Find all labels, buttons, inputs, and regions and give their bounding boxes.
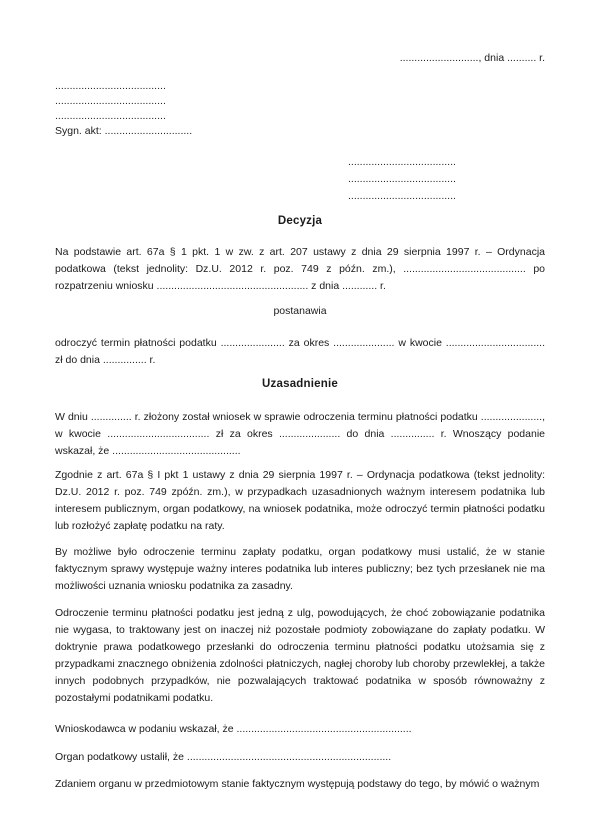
justification-heading: Uzasadnienie bbox=[262, 378, 338, 390]
sender-line: ...................................... bbox=[55, 80, 166, 92]
recipient-line: ..................................... bbox=[348, 156, 456, 168]
line-authority-opinion: Zdaniem organu w przedmiotowym stanie faktycznym występują podstawy do tego, by mówić o ważnym bbox=[55, 778, 540, 790]
date-line: ..........................., dnia .......... r. bbox=[399, 52, 545, 64]
sender-block bbox=[55, 79, 545, 124]
recipient-line: ..................................... bbox=[348, 190, 456, 202]
paragraph-deferral-nature: Odroczenie terminu płatności podatku jest jedną z ulg, powodujących, że choć zobowiązanie podatnika nie wygasa, to traktowany jest on inaczej niż pozostałe podmioty zobowiązane do zapłaty podatku. W doktrynie prawa podatkowego przesłanki do odroczenia terminu płatności podatku utożsamia się z przypadkami znacznego obniżenia zdolności płatniczych, nagłej choroby lub choroby przewlekłej, a także innych podobnych przypadków, nie pozwalających traktować podatnika w sposób równoważny z pozostałymi podatnikami podatku. bbox=[55, 607, 545, 704]
document-title: Decyzja bbox=[277, 215, 323, 227]
line-authority-findings: Organ podatkowy ustalił, że ...................................................................... bbox=[55, 751, 392, 763]
paragraph-deferral-conditions: By możliwe było odroczenie terminu zapłaty podatku, organ podatkowy musi ustalić, że w stanie faktycznym sprawy występuje ważny interes podatnika lub interes publiczny; bez tych przesłanek nie ma możliwości uznania wniosku podatnika za zasadny. bbox=[55, 546, 545, 592]
sender-line: ...................................... bbox=[55, 110, 166, 122]
case-ref-line: Sygn. akt: .............................. bbox=[55, 125, 193, 137]
paragraph-legal-basis: Na podstawie art. 67a § 1 pkt. 1 w zw. z art. 207 ustawy z dnia 29 sierpnia 1997 r. – Ordynacja podatkowa (tekst jednolity: Dz.U. 2012 r. poz. 749 z późn. zm.), .......................................... po rozpatrzeniu wniosku .................................................... z dnia ............ r. bbox=[55, 246, 545, 292]
sender-line: ...................................... bbox=[55, 95, 166, 107]
recipient-line: ..................................... bbox=[348, 173, 456, 185]
recipient-block bbox=[348, 154, 545, 205]
resolution-word: postanawia bbox=[273, 305, 327, 317]
paragraph-legal-provision: Zgodnie z art. 67a § I pkt 1 ustawy z dnia 29 sierpnia 1997 r. – Ordynacja podatkowa (tekst jednolity: Dz.U. 2012 r. poz. 749 zpóźn. zm.), w przypadkach uzasadnionych ważnym interesem podatnika lub interesem publicznym, organ podatkowy, na wniosek podatnika, może odroczyć termin płatności podatku lub rozłożyć zapłatę podatku na raty. bbox=[55, 469, 545, 532]
paragraph-resolution: odroczyć termin płatności podatku ...................... za okres ..................... w kwocie .................................. zł do dnia ............... r. bbox=[55, 337, 545, 366]
line-applicant-statement: Wnioskodawca w podaniu wskazał, że ............................................................ bbox=[55, 723, 412, 735]
paragraph-filing-info: W dniu .............. r. złożony został wniosek w sprawie odroczenia terminu płatności podatku ....................., w kwocie ................................... zł za okres ..................... do dnia ............... r. Wnoszący podanie wskazał, że ............................................ bbox=[55, 411, 545, 457]
